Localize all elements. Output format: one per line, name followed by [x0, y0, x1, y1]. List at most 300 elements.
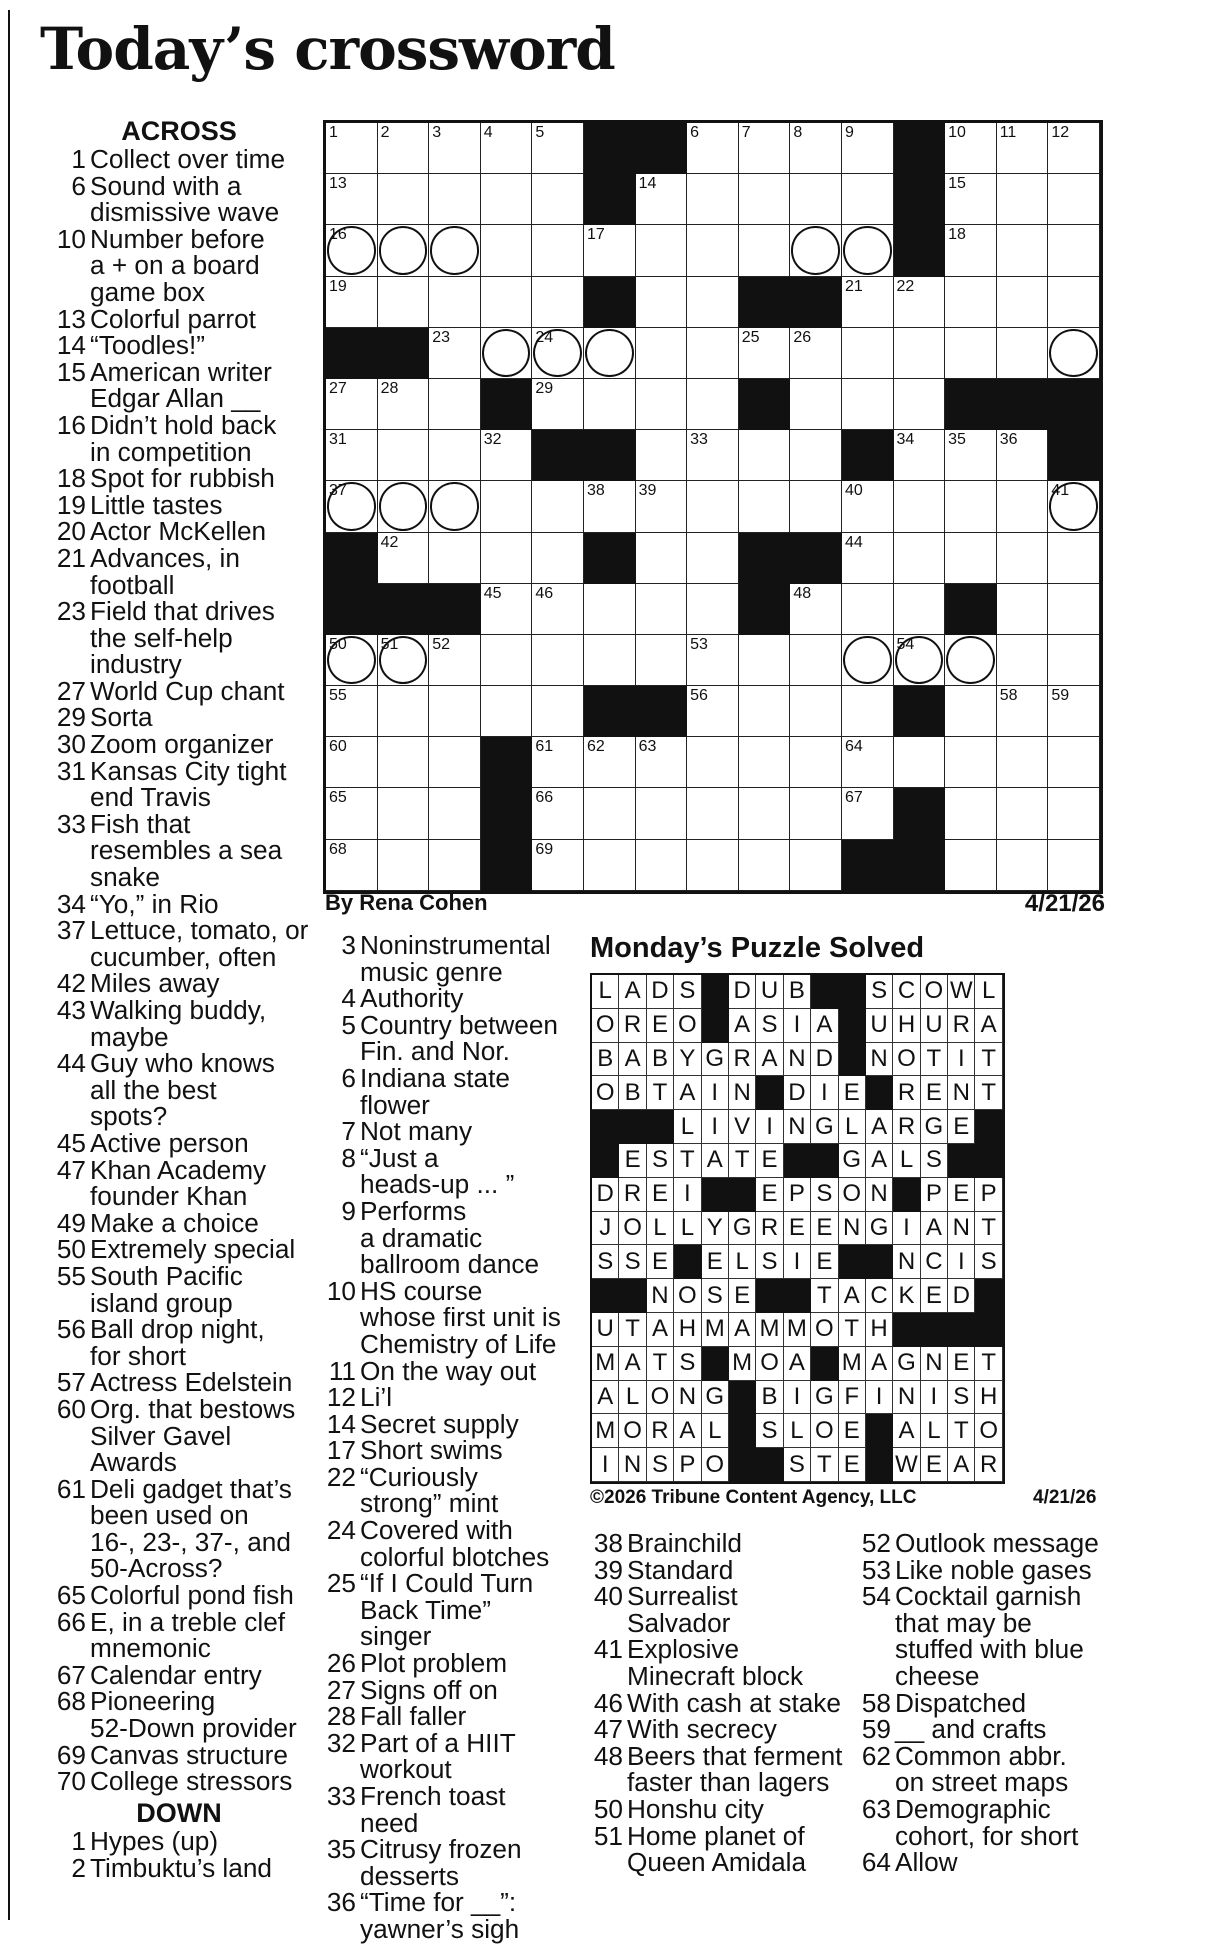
clue-num: 50: [56, 1234, 86, 1265]
clue-num: 23: [56, 596, 86, 627]
grid-cell[interactable]: [429, 737, 481, 788]
grid-cell[interactable]: [687, 533, 739, 584]
grid-cell[interactable]: [584, 737, 636, 788]
grid-cell[interactable]: [326, 225, 378, 276]
grid-cell[interactable]: [378, 379, 430, 430]
clue-text: Li’l: [360, 1382, 393, 1413]
grid-cell[interactable]: [997, 533, 1049, 584]
grid-cell[interactable]: [997, 481, 1049, 532]
grid-cell[interactable]: [790, 174, 842, 225]
grid-cell[interactable]: [326, 686, 378, 737]
grid-cell[interactable]: [997, 328, 1049, 379]
grid-cell[interactable]: [790, 430, 842, 481]
grid-cell[interactable]: [687, 788, 739, 839]
grid-cell[interactable]: [532, 584, 584, 635]
solution-letter: T: [811, 1448, 838, 1482]
grid-cell[interactable]: [481, 481, 533, 532]
grid-cell[interactable]: [997, 123, 1049, 174]
solution-letter: S: [921, 1144, 948, 1178]
clue-item: [48, 1127, 310, 1158]
grid-cell[interactable]: [636, 379, 688, 430]
solution-letter: A: [921, 1212, 948, 1246]
clue-item: [585, 1820, 845, 1878]
clue-number: 5: [535, 124, 545, 141]
grid-cell[interactable]: [997, 635, 1049, 686]
grid-cell[interactable]: [790, 481, 842, 532]
solution-block: [975, 1279, 1002, 1313]
grid-cell[interactable]: [894, 430, 946, 481]
grid-cell[interactable]: [532, 533, 584, 584]
grid-block: [739, 379, 791, 430]
grid-cell[interactable]: [997, 686, 1049, 737]
clue-text: Common abbr. on street maps: [895, 1740, 1069, 1798]
grid-cell[interactable]: [429, 533, 481, 584]
grid-cell[interactable]: [429, 788, 481, 839]
grid-cell[interactable]: [378, 788, 430, 839]
clue-text: Collect over time: [90, 144, 286, 174]
grid-cell[interactable]: [636, 277, 688, 328]
grid-cell[interactable]: [481, 635, 533, 686]
grid-cell[interactable]: [1048, 328, 1100, 379]
clue-number: 14: [638, 175, 657, 193]
solution-block: [784, 1144, 811, 1178]
clue-item: [48, 917, 310, 970]
grid-cell[interactable]: [584, 328, 636, 379]
grid-block: [584, 533, 636, 584]
clue-number: 11: [999, 124, 1017, 141]
clue-num: 66: [56, 1606, 86, 1637]
grid-cell[interactable]: [532, 379, 584, 430]
solution-block: [893, 1313, 920, 1347]
clue-item: [585, 1687, 845, 1718]
clue-text: Beers that ferment faster than lagers: [627, 1740, 843, 1798]
grid-cell[interactable]: [997, 174, 1049, 225]
grid-cell[interactable]: [636, 533, 688, 584]
grid-cell[interactable]: [687, 737, 739, 788]
grid-cell[interactable]: [945, 123, 997, 174]
grid-cell[interactable]: [945, 635, 997, 686]
solution-letter: U: [592, 1313, 619, 1347]
grid-cell[interactable]: [842, 686, 894, 737]
solution-letter: G: [702, 1043, 729, 1077]
clue-text: Number before a + on a board game box: [90, 223, 265, 307]
grid-cell[interactable]: [842, 481, 894, 532]
grid-cell[interactable]: [481, 430, 533, 481]
clue-num: 21: [56, 542, 86, 573]
grid-cell[interactable]: [584, 840, 636, 891]
grid-cell[interactable]: [532, 328, 584, 379]
grid-cell[interactable]: [997, 225, 1049, 276]
solution-letter: A: [866, 1144, 893, 1178]
clue-num: 40: [593, 1581, 623, 1612]
grid-cell[interactable]: [1048, 635, 1100, 686]
solution-letter: L: [619, 1381, 646, 1415]
grid-block: [636, 123, 688, 174]
grid-cell[interactable]: [945, 788, 997, 839]
grid-cell[interactable]: [636, 174, 688, 225]
grid-cell[interactable]: [687, 174, 739, 225]
clue-item: [48, 1582, 310, 1609]
clue-item: [318, 1461, 566, 1519]
grid-cell[interactable]: [687, 277, 739, 328]
solution-letter: L: [647, 1212, 674, 1246]
grid-cell[interactable]: [636, 481, 688, 532]
grid-cell[interactable]: [532, 123, 584, 174]
grid-cell[interactable]: [378, 840, 430, 891]
grid-cell[interactable]: [378, 481, 430, 532]
grid-cell[interactable]: [997, 788, 1049, 839]
grid-cell[interactable]: [739, 225, 791, 276]
grid-cell[interactable]: [842, 533, 894, 584]
grid-cell[interactable]: [687, 686, 739, 737]
grid-cell[interactable]: [739, 788, 791, 839]
clue-item: [318, 1118, 566, 1145]
clue-item: [48, 675, 310, 706]
grid-cell[interactable]: [429, 174, 481, 225]
solution-grid: [590, 973, 1005, 1484]
grid-block: [739, 584, 791, 635]
grid-cell[interactable]: [636, 737, 688, 788]
grid-cell[interactable]: [945, 533, 997, 584]
solution-letter: A: [756, 1043, 783, 1077]
grid-cell[interactable]: [894, 635, 946, 686]
grid-cell[interactable]: [378, 277, 430, 328]
grid-cell[interactable]: [790, 840, 842, 891]
grid-cell[interactable]: [1048, 123, 1100, 174]
circle-marker: [1049, 329, 1098, 377]
grid-cell[interactable]: [429, 277, 481, 328]
grid-cell[interactable]: [1048, 481, 1100, 532]
grid-cell[interactable]: [945, 481, 997, 532]
grid-cell[interactable]: [532, 174, 584, 225]
grid-cell[interactable]: [429, 635, 481, 686]
grid-cell[interactable]: [429, 840, 481, 891]
grid-cell[interactable]: [326, 481, 378, 532]
solution-letter: D: [729, 975, 756, 1009]
grid-cell[interactable]: [842, 584, 894, 635]
grid-cell[interactable]: [1048, 277, 1100, 328]
grid-cell[interactable]: [326, 277, 378, 328]
clue-num: 63: [861, 1793, 891, 1824]
clue-num: 43: [56, 995, 86, 1025]
grid-cell[interactable]: [636, 225, 688, 276]
crossword-grid[interactable]: [323, 120, 1103, 894]
solution-block: [839, 1043, 866, 1077]
grid-cell[interactable]: [739, 430, 791, 481]
grid-cell[interactable]: [687, 481, 739, 532]
grid-cell[interactable]: [532, 277, 584, 328]
grid-cell[interactable]: [842, 174, 894, 225]
clue-text: Spot for rubbish: [90, 463, 275, 494]
solution-letter: M: [592, 1414, 619, 1448]
clue-item: [585, 1636, 845, 1689]
grid-cell[interactable]: [790, 635, 842, 686]
grid-cell[interactable]: [326, 788, 378, 839]
clue-number: 6: [690, 124, 700, 141]
solution-letter: L: [975, 975, 1002, 1009]
grid-cell[interactable]: [945, 430, 997, 481]
solution-letter: N: [893, 1245, 920, 1279]
grid-cell[interactable]: [429, 123, 481, 174]
grid-cell[interactable]: [481, 123, 533, 174]
grid-cell[interactable]: [532, 686, 584, 737]
grid-cell[interactable]: [687, 430, 739, 481]
grid-cell[interactable]: [481, 584, 533, 635]
grid-cell[interactable]: [997, 584, 1049, 635]
grid-cell[interactable]: [1048, 686, 1100, 737]
grid-cell[interactable]: [326, 123, 378, 174]
grid-cell[interactable]: [584, 225, 636, 276]
grid-cell[interactable]: [790, 225, 842, 276]
clue-text: Didn’t hold back in competition: [90, 409, 277, 467]
solution-block: [756, 1076, 783, 1110]
grid-cell[interactable]: [326, 737, 378, 788]
grid-cell[interactable]: [378, 225, 430, 276]
solution-letter: T: [674, 1144, 701, 1178]
grid-cell[interactable]: [584, 379, 636, 430]
grid-cell[interactable]: [842, 737, 894, 788]
clue-item: [318, 1517, 566, 1570]
grid-cell[interactable]: [894, 737, 946, 788]
grid-cell[interactable]: [739, 174, 791, 225]
solution-letter: N: [784, 1043, 811, 1077]
grid-cell[interactable]: [739, 737, 791, 788]
grid-cell[interactable]: [1048, 225, 1100, 276]
grid-cell[interactable]: [842, 788, 894, 839]
grid-cell[interactable]: [739, 686, 791, 737]
grid-block: [378, 584, 430, 635]
grid-cell[interactable]: [945, 174, 997, 225]
grid-cell[interactable]: [532, 788, 584, 839]
clue-number: 61: [535, 738, 554, 756]
solution-block: [948, 1144, 975, 1178]
grid-cell[interactable]: [997, 277, 1049, 328]
grid-cell[interactable]: [532, 737, 584, 788]
grid-cell[interactable]: [378, 635, 430, 686]
solution-letter: G: [811, 1381, 838, 1415]
grid-cell[interactable]: [945, 737, 997, 788]
grid-cell[interactable]: [326, 430, 378, 481]
clue-num: 49: [56, 1207, 86, 1238]
grid-cell[interactable]: [790, 584, 842, 635]
grid-cell[interactable]: [894, 277, 946, 328]
clue-text: Ball drop night, for short: [90, 1314, 265, 1371]
grid-cell[interactable]: [429, 328, 481, 379]
grid-cell[interactable]: [636, 788, 688, 839]
grid-cell[interactable]: [945, 686, 997, 737]
grid-cell[interactable]: [1048, 174, 1100, 225]
grid-cell[interactable]: [997, 430, 1049, 481]
grid-cell[interactable]: [894, 584, 946, 635]
grid-cell[interactable]: [739, 328, 791, 379]
solution-letter: O: [592, 1076, 619, 1110]
clue-num: 48: [593, 1740, 623, 1771]
solution-letter: E: [647, 1178, 674, 1212]
clue-num: 6: [341, 1062, 356, 1093]
grid-cell[interactable]: [1048, 533, 1100, 584]
grid-cell[interactable]: [842, 277, 894, 328]
grid-cell[interactable]: [429, 686, 481, 737]
grid-cell[interactable]: [326, 635, 378, 686]
down-heading: DOWN: [136, 1798, 222, 1828]
grid-cell[interactable]: [997, 737, 1049, 788]
grid-cell[interactable]: [429, 379, 481, 430]
clue-num: 16: [56, 409, 86, 440]
grid-cell[interactable]: [790, 737, 842, 788]
grid-cell[interactable]: [894, 328, 946, 379]
grid-cell[interactable]: [739, 840, 791, 891]
grid-cell[interactable]: [584, 481, 636, 532]
circle-marker: [430, 226, 479, 274]
grid-cell[interactable]: [790, 788, 842, 839]
grid-cell[interactable]: [532, 635, 584, 686]
clue-text: Indiana state flower: [360, 1062, 510, 1120]
grid-cell[interactable]: [739, 635, 791, 686]
grid-cell[interactable]: [636, 635, 688, 686]
grid-cell[interactable]: [481, 328, 533, 379]
clue-number: 28: [380, 379, 399, 397]
grid-cell[interactable]: [1048, 584, 1100, 635]
grid-cell[interactable]: [378, 123, 430, 174]
clue-number: 3: [432, 124, 442, 141]
grid-cell[interactable]: [326, 840, 378, 891]
grid-cell[interactable]: [687, 379, 739, 430]
solution-letter: I: [592, 1448, 619, 1482]
grid-cell[interactable]: [842, 225, 894, 276]
grid-cell[interactable]: [790, 328, 842, 379]
clue-number: 55: [329, 687, 347, 705]
solution-letter: F: [839, 1381, 866, 1415]
grid-cell[interactable]: [481, 533, 533, 584]
grid-cell[interactable]: [378, 533, 430, 584]
solution-letter: E: [839, 1448, 866, 1482]
grid-cell[interactable]: [894, 533, 946, 584]
grid-cell[interactable]: [481, 174, 533, 225]
clue-item: [318, 985, 566, 1012]
clue-text: Brainchild: [627, 1528, 742, 1558]
clue-num: 44: [56, 1048, 86, 1079]
clue-text: HS course whose first unit is Chemistry of Life: [360, 1275, 561, 1359]
grid-cell[interactable]: [584, 788, 636, 839]
grid-cell[interactable]: [894, 481, 946, 532]
solution-letter: B: [647, 1043, 674, 1077]
clue-number: 13: [329, 175, 347, 193]
grid-cell[interactable]: [378, 686, 430, 737]
solution-letter: N: [784, 1110, 811, 1144]
grid-cell[interactable]: [687, 840, 739, 891]
solution-letter: I: [921, 1381, 948, 1415]
solution-letter: A: [866, 1347, 893, 1381]
grid-cell[interactable]: [739, 123, 791, 174]
grid-block: [584, 686, 636, 737]
clue-num: 14: [56, 330, 86, 361]
grid-cell[interactable]: [584, 584, 636, 635]
clue-text: Field that drives the self-help industry: [90, 596, 275, 680]
grid-cell[interactable]: [790, 686, 842, 737]
clue-number: 60: [329, 738, 347, 756]
grid-cell[interactable]: [429, 430, 481, 481]
grid-cell[interactable]: [842, 379, 894, 430]
clue-item: [318, 1384, 566, 1411]
clue-number: 50: [329, 635, 347, 653]
grid-cell[interactable]: [687, 328, 739, 379]
grid-cell[interactable]: [429, 481, 481, 532]
grid-cell[interactable]: [945, 225, 997, 276]
grid-cell[interactable]: [429, 225, 481, 276]
grid-cell[interactable]: [687, 584, 739, 635]
grid-cell[interactable]: [378, 430, 430, 481]
clue-text: Not many: [360, 1116, 473, 1147]
grid-cell[interactable]: [790, 379, 842, 430]
grid-cell[interactable]: [378, 174, 430, 225]
solution-letter: I: [948, 1245, 975, 1279]
clue-item: [318, 1275, 566, 1359]
grid-cell[interactable]: [532, 225, 584, 276]
grid-cell[interactable]: [326, 174, 378, 225]
clue-num: 29: [56, 702, 86, 733]
grid-cell[interactable]: [636, 328, 688, 379]
grid-cell[interactable]: [894, 379, 946, 430]
solution-block: [702, 975, 729, 1009]
grid-cell[interactable]: [687, 123, 739, 174]
grid-cell[interactable]: [945, 277, 997, 328]
grid-cell[interactable]: [842, 635, 894, 686]
grid-cell[interactable]: [378, 737, 430, 788]
grid-cell[interactable]: [842, 123, 894, 174]
clue-num: 12: [326, 1382, 356, 1413]
grid-cell[interactable]: [842, 328, 894, 379]
grid-cell[interactable]: [636, 840, 688, 891]
grid-cell[interactable]: [584, 635, 636, 686]
grid-cell[interactable]: [790, 123, 842, 174]
grid-cell[interactable]: [997, 840, 1049, 891]
solution-block: [702, 1009, 729, 1043]
clue-text: Zoom organizer: [90, 729, 274, 760]
clue-num: 57: [56, 1367, 86, 1398]
solution-letter: L: [839, 1110, 866, 1144]
clue-number: 34: [896, 431, 915, 449]
clue-item: [318, 1703, 566, 1730]
solution-letter: O: [811, 1414, 838, 1448]
grid-cell[interactable]: [481, 686, 533, 737]
grid-cell[interactable]: [636, 430, 688, 481]
clue-num: 31: [56, 755, 86, 786]
grid-block: [842, 430, 894, 481]
grid-cell[interactable]: [481, 225, 533, 276]
grid-cell[interactable]: [945, 328, 997, 379]
grid-cell[interactable]: [1048, 788, 1100, 839]
grid-cell[interactable]: [687, 635, 739, 686]
grid-cell[interactable]: [326, 379, 378, 430]
grid-cell[interactable]: [739, 481, 791, 532]
clue-text: On the way out: [360, 1355, 537, 1386]
grid-cell[interactable]: [1048, 737, 1100, 788]
grid-cell[interactable]: [1048, 840, 1100, 891]
grid-cell[interactable]: [636, 584, 688, 635]
grid-cell[interactable]: [687, 225, 739, 276]
circle-marker: [946, 636, 995, 684]
clue-text: “Toodles!”: [90, 330, 205, 361]
grid-cell[interactable]: [532, 840, 584, 891]
clue-number: 48: [793, 584, 812, 602]
solution-block: [729, 1414, 756, 1448]
clue-text: College stressors: [90, 1766, 293, 1797]
grid-cell[interactable]: [481, 277, 533, 328]
grid-cell[interactable]: [945, 840, 997, 891]
grid-cell[interactable]: [532, 481, 584, 532]
clue-item: [48, 332, 310, 359]
clue-number: 36: [999, 431, 1018, 449]
